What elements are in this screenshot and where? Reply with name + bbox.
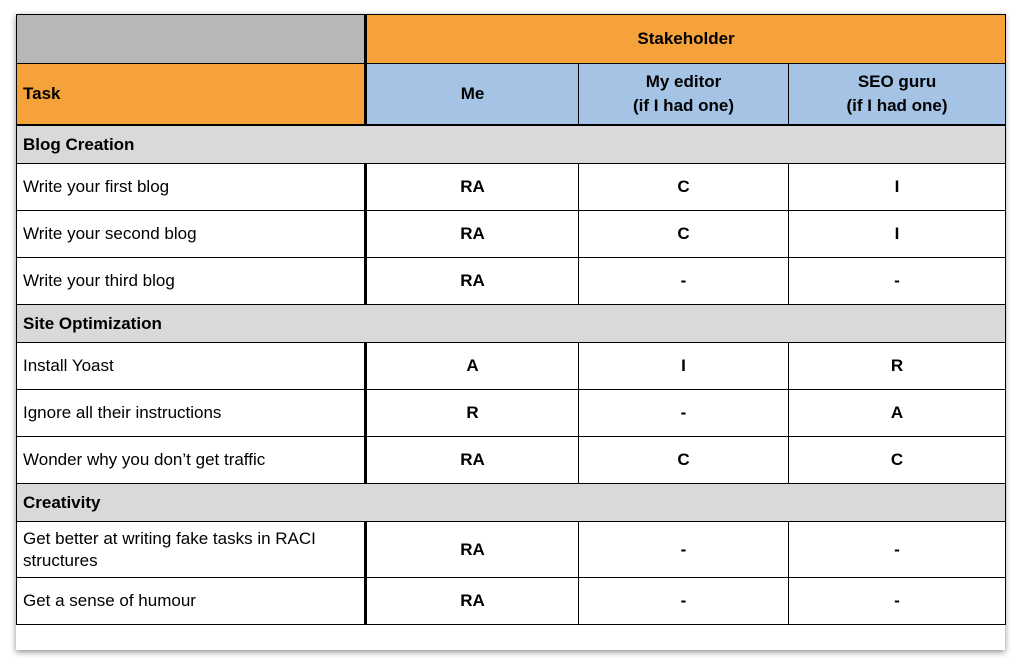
value-cell-me: RA <box>366 437 579 484</box>
column-header-line1: SEO guru <box>857 72 937 91</box>
value-cell-seo: - <box>789 522 1006 578</box>
section-row-site-optimization <box>17 305 1006 343</box>
raci-sheet <box>16 14 1005 650</box>
section-title: Site Optimization <box>17 305 1006 343</box>
task-cell: Write your first blog <box>17 164 366 211</box>
task-header: Task <box>17 64 366 126</box>
value-cell-seo: C <box>789 437 1006 484</box>
task-cell: Get a sense of humour <box>17 578 366 625</box>
corner-cell <box>17 15 366 64</box>
value-cell-editor: C <box>579 437 789 484</box>
column-header-line2: (if I had one) <box>632 96 735 115</box>
value-cell-me: RA <box>366 164 579 211</box>
column-header-row <box>17 64 1006 126</box>
value-cell-me: A <box>366 343 579 390</box>
column-header-editor <box>579 64 789 126</box>
value-cell-seo: - <box>789 578 1006 625</box>
value-cell-me: R <box>366 390 579 437</box>
task-cell: Write your third blog <box>17 258 366 305</box>
value-cell-me: RA <box>366 522 579 578</box>
value-cell-editor: - <box>579 522 789 578</box>
task-cell: Write your second blog <box>17 211 366 258</box>
value-cell-seo: - <box>789 258 1006 305</box>
raci-table <box>16 14 1006 625</box>
value-cell-editor: - <box>579 390 789 437</box>
column-header-line1: Me <box>460 84 485 103</box>
stakeholder-header: Stakeholder <box>366 15 1006 64</box>
value-cell-me: RA <box>366 578 579 625</box>
table-row <box>17 164 1006 211</box>
value-cell-seo: I <box>789 211 1006 258</box>
value-cell-seo: R <box>789 343 1006 390</box>
value-cell-editor: I <box>579 343 789 390</box>
value-cell-editor: - <box>579 578 789 625</box>
column-header-seo <box>789 64 1006 126</box>
task-cell: Install Yoast <box>17 343 366 390</box>
table-row <box>17 258 1006 305</box>
table-row <box>17 578 1006 625</box>
stakeholder-header-row <box>17 15 1006 64</box>
section-row-blog-creation <box>17 125 1006 164</box>
table-row <box>17 390 1006 437</box>
value-cell-me: RA <box>366 211 579 258</box>
column-header-line1: My editor <box>645 72 722 91</box>
table-row <box>17 522 1006 578</box>
value-cell-seo: A <box>789 390 1006 437</box>
value-cell-me: RA <box>366 258 579 305</box>
value-cell-editor: - <box>579 258 789 305</box>
column-header-line2: (if I had one) <box>846 96 948 115</box>
task-cell: Wonder why you don’t get traffic <box>17 437 366 484</box>
section-title: Blog Creation <box>17 125 1006 164</box>
value-cell-seo: I <box>789 164 1006 211</box>
table-row <box>17 437 1006 484</box>
section-row-creativity <box>17 484 1006 522</box>
section-title: Creativity <box>17 484 1006 522</box>
column-header-me <box>366 64 579 126</box>
task-cell: Get better at writing fake tasks in RACI structures <box>17 522 366 578</box>
value-cell-editor: C <box>579 211 789 258</box>
task-cell: Ignore all their instructions <box>17 390 366 437</box>
table-row <box>17 343 1006 390</box>
table-row <box>17 211 1006 258</box>
value-cell-editor: C <box>579 164 789 211</box>
